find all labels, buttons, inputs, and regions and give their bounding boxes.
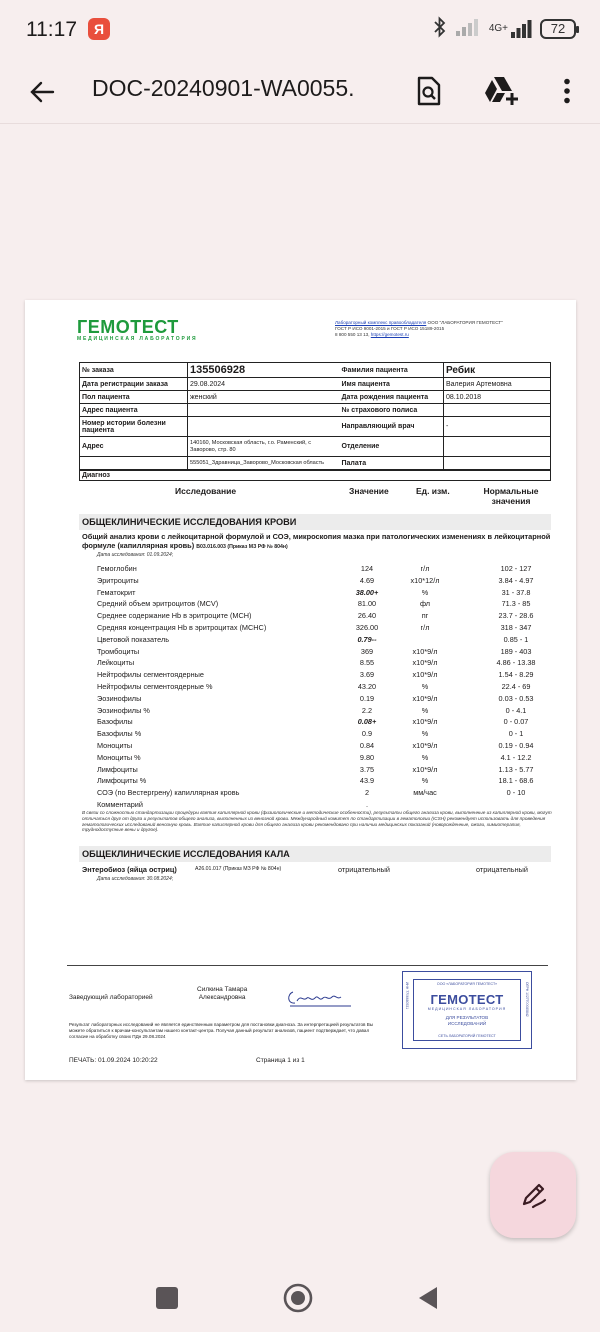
- result-unit: %: [421, 587, 429, 597]
- name-label: Имя пациента: [340, 378, 444, 391]
- stamp-bottom-text: СЕТЬ ЛАБОРАТОРИЙ ГЕМОТЕСТ: [438, 1034, 496, 1038]
- result-row: [97, 728, 551, 739]
- signal-4g-icon: [489, 19, 532, 39]
- blood-test-title: [82, 532, 552, 552]
- ward-label: Палата: [340, 457, 444, 470]
- ward-value: [444, 457, 551, 470]
- address-value: [188, 404, 340, 417]
- result-value: 43.9: [359, 776, 375, 786]
- result-norm: 31 - 37.8: [501, 587, 531, 597]
- result-unit: %: [421, 682, 429, 691]
- result-name: Лейкоциты: [97, 658, 135, 668]
- result-name: Комментарий: [97, 800, 143, 809]
- order-number: 135506928: [190, 364, 246, 376]
- result-unit: x10*9/л: [412, 693, 438, 703]
- result-row: [97, 563, 551, 574]
- result-name: Лимфоциты: [97, 764, 138, 774]
- result-row: [97, 764, 551, 775]
- result-norm: 3.84 - 4.97: [498, 575, 534, 585]
- status-indicators: [433, 16, 576, 42]
- dob-label: Дата рождения пациента: [340, 391, 444, 404]
- signature-name-line2: Александровна: [198, 994, 246, 1001]
- stamp-inn: ИНН 7706680531: [405, 982, 409, 1010]
- result-row: [97, 622, 551, 633]
- history-value: [188, 417, 340, 437]
- result-name: Лимфоциты %: [97, 776, 147, 786]
- surname-value: Ребик: [446, 364, 476, 376]
- status-bar: [0, 0, 600, 60]
- result-name: Моноциты: [97, 741, 133, 750]
- sex-value: женский: [188, 391, 340, 404]
- result-norm: 18.1 - 68.6: [498, 776, 534, 786]
- result-row: [97, 646, 551, 657]
- blood-section-title: ОБЩЕКЛИНИЧЕСКИЕ ИССЛЕДОВАНИЯ КРОВИ: [79, 514, 551, 530]
- name-value: Валерия Артемовна: [444, 378, 551, 391]
- result-row: [97, 598, 551, 609]
- signal-weak-icon: [455, 17, 481, 42]
- result-value: 3.75: [359, 764, 375, 774]
- print-date: ПЕЧАТЬ: 01.09.2024 10:20:22: [69, 1057, 158, 1064]
- history-label: Номер истории болезни пациента: [80, 417, 188, 437]
- result-norm: 23.7 - 28.6: [498, 611, 534, 621]
- status-time: 11:17: [26, 18, 77, 41]
- recents-square-icon[interactable]: [149, 1280, 185, 1316]
- handwritten-signature: [285, 984, 355, 1010]
- result-name: Гемоглобин: [97, 564, 137, 573]
- column-norm: Нормальные значения: [483, 486, 539, 506]
- result-norm: 0.03 - 0.53: [498, 693, 534, 703]
- result-row: [97, 705, 551, 716]
- insurance-label: № страхового полиса: [340, 404, 444, 417]
- home-circle-icon[interactable]: [280, 1280, 316, 1316]
- blood-test-name: Общий анализ крови с лейкоцитарной формулой и СОЭ, микроскопия мазка при патологических изменениях в лейкоцитарной формуле (капиллярная кровь): [82, 532, 551, 550]
- document-title: DOC-20240901-WA0055.: [92, 75, 355, 101]
- result-row: [97, 693, 551, 704]
- battery-icon: 72: [540, 19, 576, 39]
- signature-name-line1: Силкина Тамара: [197, 986, 248, 993]
- result-norm: 4.1 - 12.2: [500, 752, 532, 762]
- lab-info-line3: 8 800 550 13 13,: [335, 332, 370, 337]
- result-row: [97, 610, 551, 621]
- result-norm: 0.19 - 0.94: [498, 741, 534, 750]
- result-value: 38.00+: [355, 587, 379, 597]
- network-type-label: 4G+: [488, 23, 508, 34]
- page-number: Страница 1 из 1: [256, 1057, 305, 1064]
- result-unit: %: [421, 729, 429, 739]
- column-headers: [79, 485, 551, 507]
- column-study: Исследование: [175, 486, 237, 496]
- stool-test-date: Дата исследования: 30.08.2024;: [97, 876, 174, 882]
- lab-stamp: [402, 971, 532, 1049]
- lab-info-link[interactable]: Лабораторный комплекс правообладателя: [335, 320, 427, 325]
- reg-date-value: 29.08.2024: [188, 378, 340, 391]
- result-norm: 1.54 - 8.29: [498, 670, 534, 680]
- result-unit: x10*9/л: [412, 646, 438, 656]
- result-row: [97, 575, 551, 586]
- result-value: 0.9: [361, 729, 373, 739]
- result-norm: 4.86 - 13.38: [496, 658, 536, 668]
- result-norm: 0 - 0.07: [503, 717, 529, 727]
- addr2-label: Адрес: [80, 437, 188, 457]
- patient-info-table: [79, 362, 551, 470]
- result-row: [97, 752, 551, 763]
- blood-test-code: B03.016.003 (Приказ МЗ РФ № 804н): [196, 544, 288, 550]
- result-row: [97, 681, 551, 692]
- result-name: СОЭ (по Вестергрену) капиллярная кровь: [97, 788, 240, 798]
- result-name: Базофилы %: [97, 729, 142, 739]
- result-unit: %: [421, 776, 429, 786]
- result-name: Эозинофилы %: [97, 705, 150, 715]
- result-name: Нейтрофилы сегментоядерные %: [97, 682, 213, 691]
- result-value: 3.69: [359, 670, 375, 680]
- result-value: 0.19: [359, 693, 375, 703]
- bluetooth-icon: [433, 16, 447, 43]
- result-value: 9.80: [359, 752, 375, 762]
- result-value: 2: [364, 788, 370, 798]
- result-value: 326.00: [355, 623, 379, 632]
- column-value: Значение: [349, 486, 389, 496]
- result-norm: 71.3 - 85: [501, 599, 531, 609]
- result-value: 0.08+: [357, 717, 377, 727]
- result-name: Гематокрит: [97, 587, 136, 597]
- result-unit: x10*9/л: [412, 717, 438, 727]
- stool-section-title: ОБЩЕКЛИНИЧЕСКИЕ ИССЛЕДОВАНИЯ КАЛА: [79, 846, 551, 862]
- stool-test-name: Энтеробиоз (яйца остриц): [82, 865, 177, 874]
- result-name: Моноциты %: [97, 752, 141, 762]
- result-norm: 0 - 1: [508, 729, 524, 739]
- dept-value: [444, 437, 551, 457]
- surname-label: Фамилия пациента: [340, 363, 444, 378]
- result-value: 4.69: [359, 575, 375, 585]
- result-row: [97, 775, 551, 786]
- office-value: 555051_Здравница_Заворово_Московская область: [188, 457, 340, 470]
- result-value: 124: [360, 564, 374, 573]
- stool-test-norm: отрицательный: [476, 865, 528, 874]
- stool-test-code: A26.01.017 (Приказ МЗ РФ № 804н): [195, 866, 282, 872]
- result-value: 0.79--: [357, 634, 377, 644]
- result-row: [97, 634, 551, 645]
- stamp-purpose-line1: ДЛЯ РЕЗУЛЬТАТОВ: [445, 1015, 489, 1020]
- drive-add-icon[interactable]: [480, 70, 522, 112]
- stamp-purpose-line2: ИССЛЕДОВАНИЙ: [447, 1020, 487, 1026]
- document-page: [25, 300, 576, 1080]
- doctor-value: -: [444, 417, 551, 437]
- result-name: Эозинофилы: [97, 693, 142, 703]
- lab-info-line2: ГОСТ Р ИСО 9001-2015 и ГОСТ Р ИСО 15189-2015: [335, 326, 445, 331]
- blood-test-date: Дата исследования: 01.09.2024;: [97, 552, 174, 558]
- result-row: [97, 669, 551, 680]
- capillary-note: В связи со сложностью стандартизации процедуры взятия капиллярной крови (физиологические и методические особенности), результаты общего анализа крови, выполненные из капиллярной крови, могут отличаться друг от друга и результатов общего анализа, выполненных из венозной крови. Международный комитет по стандартизации в гематологии (ICSH) рекомендует использовать для проведения гематологических исследований венозную кровь. Взятие капиллярной крови для общего анализа крови рекомендовано при наличии медицинских показаний (новорожденные, ожоги, химиотерапия, труднодоступные вены и другое).: [82, 810, 552, 833]
- reg-date-label: Дата регистрации заказа: [80, 378, 188, 391]
- result-norm: 189 - 403: [500, 646, 532, 656]
- result-unit: г/л: [420, 623, 430, 632]
- result-value: 369: [360, 646, 374, 656]
- back-triangle-icon[interactable]: [410, 1280, 446, 1316]
- result-norm: 0 - 10: [506, 788, 526, 798]
- result-unit: x10*9/л: [412, 764, 438, 774]
- stool-test-value: отрицательный: [338, 865, 390, 874]
- result-norm: 318 - 347: [500, 623, 532, 632]
- result-value: 26.40: [357, 611, 377, 621]
- result-norm: 0.85 - 1: [503, 634, 529, 644]
- stamp-inner: [413, 979, 521, 1041]
- yandex-notification-icon: Я: [88, 18, 110, 40]
- diagnosis-label: Диагноз: [79, 470, 551, 481]
- lab-info: [335, 320, 555, 338]
- logo-sub-text: МЕДИЦИНСКАЯ ЛАБОРАТОРИЯ: [77, 336, 198, 342]
- result-row: [97, 799, 551, 810]
- result-row: [97, 587, 551, 598]
- result-norm: 102 - 127: [500, 564, 532, 573]
- address-label: Адрес пациента: [80, 404, 188, 417]
- disclaimer: Результат лабораторных исследований не является единственным параметром для постановки диагноза. За интерпретацией результатов Вы можете обратиться к врачам-консультантам нашего контакт-центра. Получая данный результат анализов, пациент подтверждает, что давал согласие на обработку своих ПДн 29.08.2024: [69, 1022, 374, 1039]
- gemotest-logo: [77, 318, 197, 342]
- result-value: .: [365, 800, 369, 809]
- edit-fab-button[interactable]: [490, 1152, 576, 1238]
- navigation-bar: [0, 1262, 600, 1332]
- more-vert-icon[interactable]: [546, 70, 588, 112]
- result-unit: мм/час: [413, 788, 437, 798]
- result-value: 43.20: [357, 682, 377, 691]
- result-unit: x10*9/л: [412, 658, 438, 668]
- result-unit: %: [421, 705, 429, 715]
- dob-value: 08.10.2018: [444, 391, 551, 404]
- result-name: Нейтрофилы сегментоядерные: [97, 670, 204, 680]
- result-value: 8.55: [359, 658, 375, 668]
- result-value: 0.84: [359, 741, 375, 750]
- result-unit: фл: [419, 599, 431, 609]
- result-name: Тромбоциты: [97, 646, 140, 656]
- result-value: 2.2: [361, 705, 373, 715]
- result-unit: x10*12/л: [410, 575, 440, 585]
- dept-label: Отделение: [340, 437, 444, 457]
- result-row: [97, 740, 551, 751]
- result-name: Средняя концентрация Hb в эритроцитах (MCHC): [97, 623, 267, 632]
- search-doc-icon[interactable]: [408, 70, 450, 112]
- result-unit: x10*9/л: [412, 670, 438, 680]
- stamp-main-text: ГЕМОТЕСТ: [430, 992, 504, 1007]
- order-label: № заказа: [80, 363, 188, 378]
- result-unit: пг: [421, 611, 429, 621]
- result-unit: г/л: [420, 564, 430, 573]
- result-row: [97, 657, 551, 668]
- stamp-top-text: ООО «ЛАБОРАТОРИЯ ГЕМОТЕСТ»: [436, 982, 498, 986]
- sex-label: Пол пациента: [80, 391, 188, 404]
- result-name: Среднее содержание Hb в эритроците (MCH): [97, 611, 252, 621]
- addr2-value: 140160, Московская область, г.о. Раменский, с Заворово, стр. 80: [188, 437, 340, 457]
- result-unit: %: [421, 752, 429, 762]
- lab-info-line1: ООО "ЛАБОРАТОРИЯ ГЕМОТЕСТ": [427, 320, 503, 325]
- stamp-purpose: [414, 1015, 520, 1026]
- result-row: [97, 787, 551, 798]
- insurance-value: [444, 404, 551, 417]
- column-unit: Ед. изм.: [416, 486, 450, 496]
- app-bar: [0, 60, 600, 124]
- logo-main-text: ГЕМОТЕСТ: [77, 317, 179, 337]
- result-name: Цветовой показатель: [97, 634, 169, 644]
- stamp-ogrn: ОГРН 1027700085842: [525, 982, 529, 1017]
- lab-site-link[interactable]: https://gemotest.ru: [370, 332, 409, 337]
- stamp-sub-text: МЕДИЦИНСКАЯ ЛАБОРАТОРИЯ: [427, 1007, 507, 1011]
- result-name: Базофилы: [97, 717, 133, 727]
- signature-divider: [67, 965, 548, 966]
- result-name: Средний объем эритроцитов (MCV): [97, 599, 219, 609]
- result-unit: x10*9/л: [412, 741, 438, 750]
- edit-pen-icon: [516, 1178, 550, 1212]
- result-norm: 1.13 - 5.77: [498, 764, 534, 774]
- stool-test-row: [82, 864, 552, 875]
- result-row: [97, 716, 551, 727]
- result-norm: 0 - 4.1: [505, 705, 527, 715]
- back-arrow-icon[interactable]: [22, 72, 62, 112]
- signature-role: Заведующий лабораторией: [69, 994, 153, 1001]
- signature-name: [197, 986, 247, 1002]
- result-name: Эритроциты: [97, 575, 139, 585]
- result-norm: 22.4 - 69: [501, 682, 531, 691]
- result-value: 81.00: [357, 599, 377, 609]
- doctor-label: Направляющий врач: [340, 417, 444, 437]
